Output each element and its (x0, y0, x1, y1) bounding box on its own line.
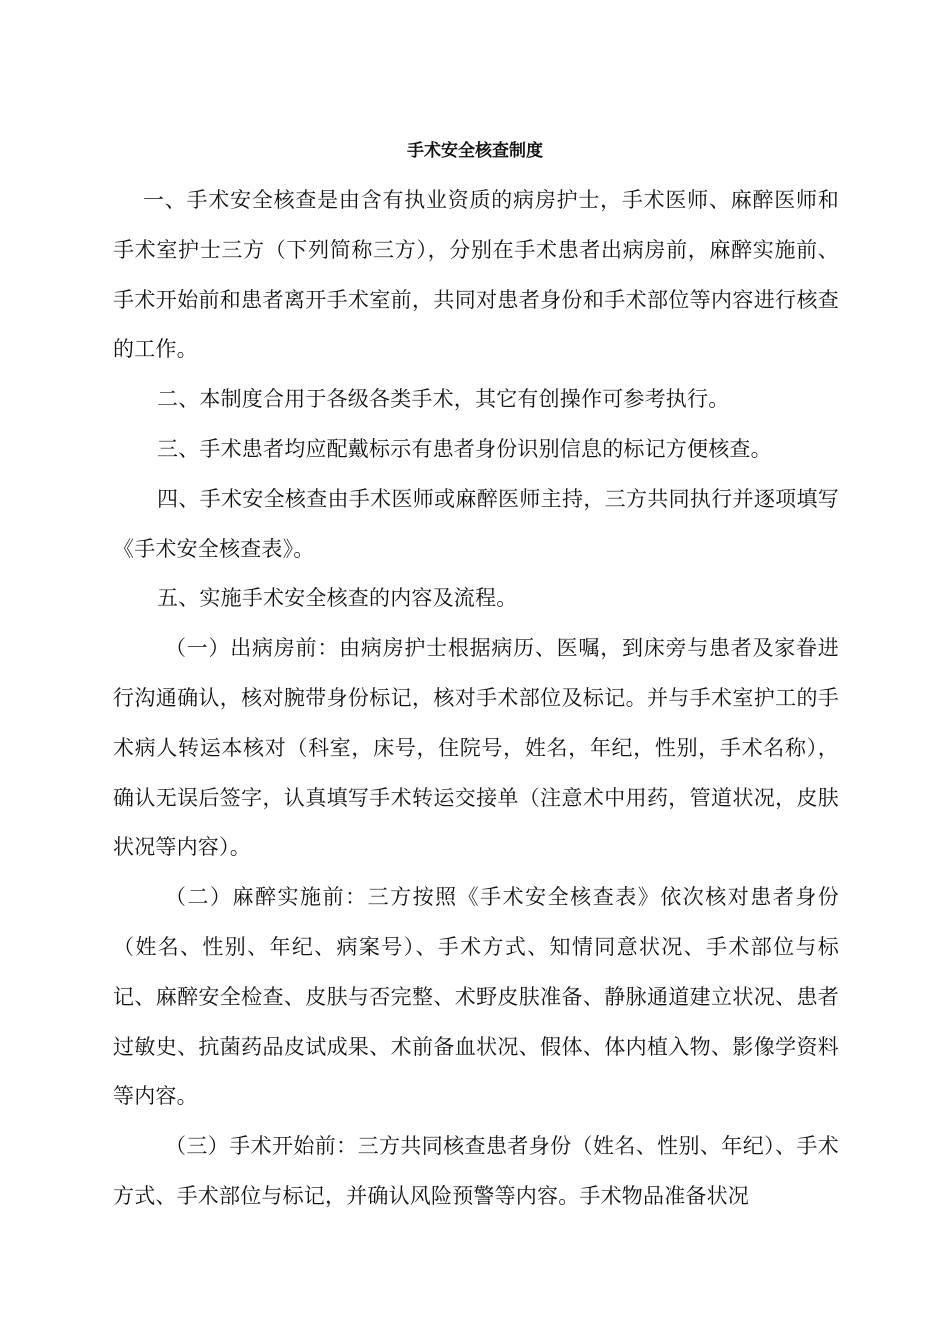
paragraph-2: 二、本制度合用于各级各类手术，其它有创操作可参考执行。 (157, 387, 730, 412)
document-title: 手术安全核查制度 (407, 141, 543, 161)
paragraph-4: 四、手术安全核查由手术医师或麻醉医师主持，三方共同执行并逐项填写《手术安全核查表》。 (113, 486, 839, 561)
paragraph-3: 三、手术患者均应配戴标示有患者身份识别信息的标记方便核查。 (157, 436, 772, 461)
paragraph-1: 一、手术安全核查是由含有执业资质的病房护士，手术医师、麻醉医师和手术室护士三方（下列简称三方），分别在手术患者出病房前，麻醉实施前、手术开始前和患者离开手术室前，共同对患者身份和手术部位等内容进行核查的工作。 (113, 188, 839, 362)
paragraph-5: 五、实施手术安全核查的内容及流程。 (157, 586, 518, 611)
paragraph-8: （三）手术开始前：三方共同核查患者身份（姓名、性别、年纪）、手术方式、手术部位与标记，并确认风险预警等内容。手术物品准备状况 (113, 1134, 839, 1208)
paragraph-6: （一）出病房前：由病房护士根据病历、医嘱，到床旁与患者及家眷进行沟通确认，核对腕带身份标记，核对手术部位及标记。并与手术室护工的手术病人转运本核对（科室，床号，住院号，姓名，年纪，性别，手术名称），确认无误后签字，认真填写手术转运交接单（注意术中用药，管道状况，皮肤状况等内容）。 (113, 636, 839, 860)
paragraph-7: （二）麻醉实施前：三方按照《手术安全核查表》依次核对患者身份（姓名、性别、年纪、病案号）、手术方式、知情同意状况、手术部位与标记、麻醉安全检查、皮肤与否完整、术野皮肤准备、静脉通道建立状况、患者过敏史、抗菌药品皮试成果、术前备血状况、假体、体内植入物、影像学资料等内容。 (113, 885, 839, 1109)
document-body (113, 176, 839, 1222)
